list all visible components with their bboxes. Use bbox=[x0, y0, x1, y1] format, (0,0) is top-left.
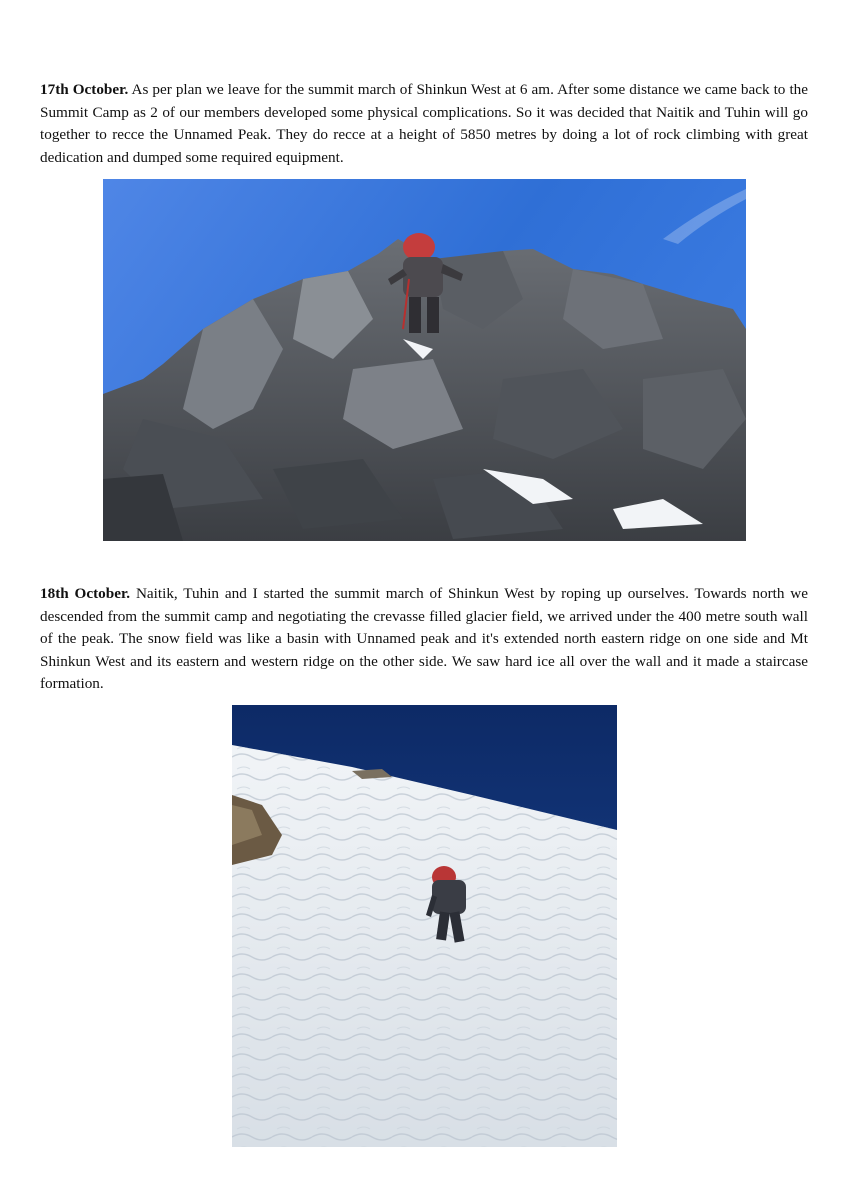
entry-17-october bbox=[40, 79, 808, 169]
snow-field-photo bbox=[232, 705, 617, 1147]
entry-date: 17th October. bbox=[40, 81, 129, 98]
entry-18-october bbox=[40, 583, 808, 696]
entry-text: As per plan we leave for the summit march of Shinkun West at 6 am. After some distance we came back to the Summit Camp as 2 of our members developed some physical complications. So it was decided that Naitik and Tuhin will go together to recce the Unnamed Peak. They do recce at a height of 5850 metres by doing a lot of rock climbing with great dedication and dumped some required equipment. bbox=[40, 81, 808, 166]
entry-date: 18th October. bbox=[40, 585, 131, 602]
rock-climbing-photo bbox=[103, 179, 746, 541]
entry-text: Naitik, Tuhin and I started the summit march of Shinkun West by roping up ourselves. Towards north we descended from the summit camp and negotiating the crevasse filled glacier field, we arrived under the 400 metre south wall of the peak. The snow field was like a basin with Unnamed peak and it's extended north eastern ridge on one side and Mt Shinkun West and its eastern and western ridge on the other side. We saw hard ice all over the wall and it made a staircase formation. bbox=[40, 585, 808, 693]
